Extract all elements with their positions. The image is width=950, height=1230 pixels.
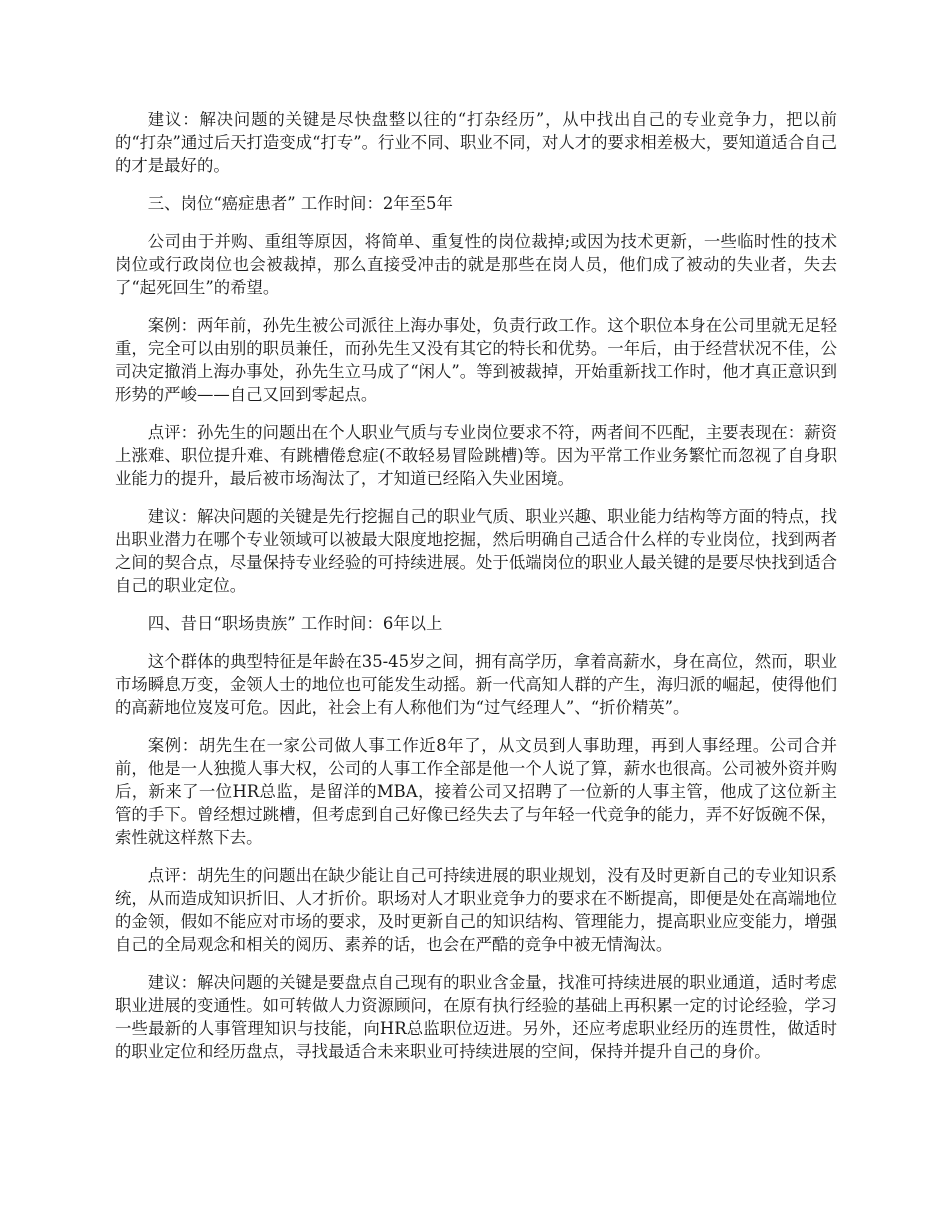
- paragraph-suggestion-four: 建议：解决问题的关键是要盘点自己现有的职业含金量，找准可持续进展的职业通道，适时考虑职业进展的变通性。如可转做人力资源顾问，在原有执行经验的基础上再积累一定的讨论经验，学习一些最新的人事管理知识与技能，向HR总监职位迈进。另外，还应考虑职业经历的连贯性，做适时的职业定位和经历盘点，寻找最适合未来职业可持续进展的空间，保持并提升自己的身价。: [115, 973, 837, 1061]
- paragraph-case-sun: 案例：两年前，孙先生被公司派往上海办事处，负责行政工作。这个职位本身在公司里就无足轻重，完全可以由别的职员兼任，而孙先生又没有其它的特长和优势。一年后，由于经营状况不佳，公司决定撤消上海办事处，孙先生立马成了“闲人”。等到被裁掉，开始重新找工作时，他才真正意识到形势的严峻——自己又回到零起点。: [115, 316, 837, 404]
- document-body: [115, 108, 837, 1078]
- section-heading-four: 四、昔日“职场贵族” 工作时间：6年以上: [147, 614, 443, 633]
- paragraph-case-hu: 案例：胡先生在一家公司做人事工作近8年了，从文员到人事助理，再到人事经理。公司合并前，他是一人独揽人事大权，公司的人事工作全部是他一个人说了算，薪水也很高。公司被外资并购后，新来了一位HR总监，是留洋的MBA，接着公司又招聘了一位新的人事主管，他成了这位新主管的手下。曾经想过跳槽，但考虑到自己好像已经失去了与年轻一代竞争的能力，弄不好饭碗不保，索性就这样熬下去。: [115, 736, 837, 847]
- paragraph-intro-four: 这个群体的典型特征是年龄在35-45岁之间，拥有高学历，拿着高薪水，身在高位，然而，职业市场瞬息万变，金领人士的地位也可能发生动摇。新一代高知人群的产生，海归派的崛起，使得他们的高薪地位岌岌可危。因此，社会上有人称他们为“过气经理人”、“折价精英”。: [115, 652, 837, 717]
- paragraph-suggestion-three: 建议：解决问题的关键是先行挖掘自己的职业气质、职业兴趣、职业能力结构等方面的特点，找出职业潜力在哪个专业领域可以被最大限度地挖掘，然后明确自己适合什么样的专业岗位，找到两者之间的契合点，尽量保持专业经验的可持续进展。处于低端岗位的职业人最关键的是要尽快找到适合自己的职业定位。: [115, 507, 837, 595]
- section-heading-three: 三、岗位“癌症患者” 工作时间：2年至5年: [147, 194, 453, 213]
- paragraph-comment-sun: 点评：孙先生的问题出在个人职业气质与专业岗位要求不符，两者间不匹配，主要表现在：薪资上涨难、职位提升难、有跳槽倦怠症(不敢轻易冒险跳槽)等。因为平常工作业务繁忙而忽视了自身职业能力的提升，最后被市场淘汰了，才知道已经陷入失业困境。: [115, 423, 837, 488]
- paragraph-suggestion-1: 建议：解决问题的关键是尽快盘整以往的“打杂经历”，从中找出自己的专业竞争力，把以前的“打杂”通过后天打造变成“打专”。行业不同、职业不同，对人才的要求相差极大，要知道适合自己的才是最好的。: [115, 110, 837, 175]
- paragraph-intro-three: 公司由于并购、重组等原因，将简单、重复性的岗位裁掉;或因为技术更新，一些临时性的技术岗位或行政岗位也会被裁掉，那么直接受冲击的就是那些在岗人员，他们成了被动的失业者，失去了“起死回生”的希望。: [115, 232, 837, 297]
- paragraph-comment-hu: 点评：胡先生的问题出在缺少能让自己可持续进展的职业规划，没有及时更新自己的专业知识系统，从而造成知识折旧、人才折价。职场对人才职业竞争力的要求在不断提高，即便是处在高端地位的金领，假如不能应对市场的要求，及时更新自己的知识结构、管理能力，提高职业应变能力，增强自己的全局观念和相关的阅历、素养的话，也会在严酷的竞争中被无情淘汰。: [115, 866, 837, 954]
